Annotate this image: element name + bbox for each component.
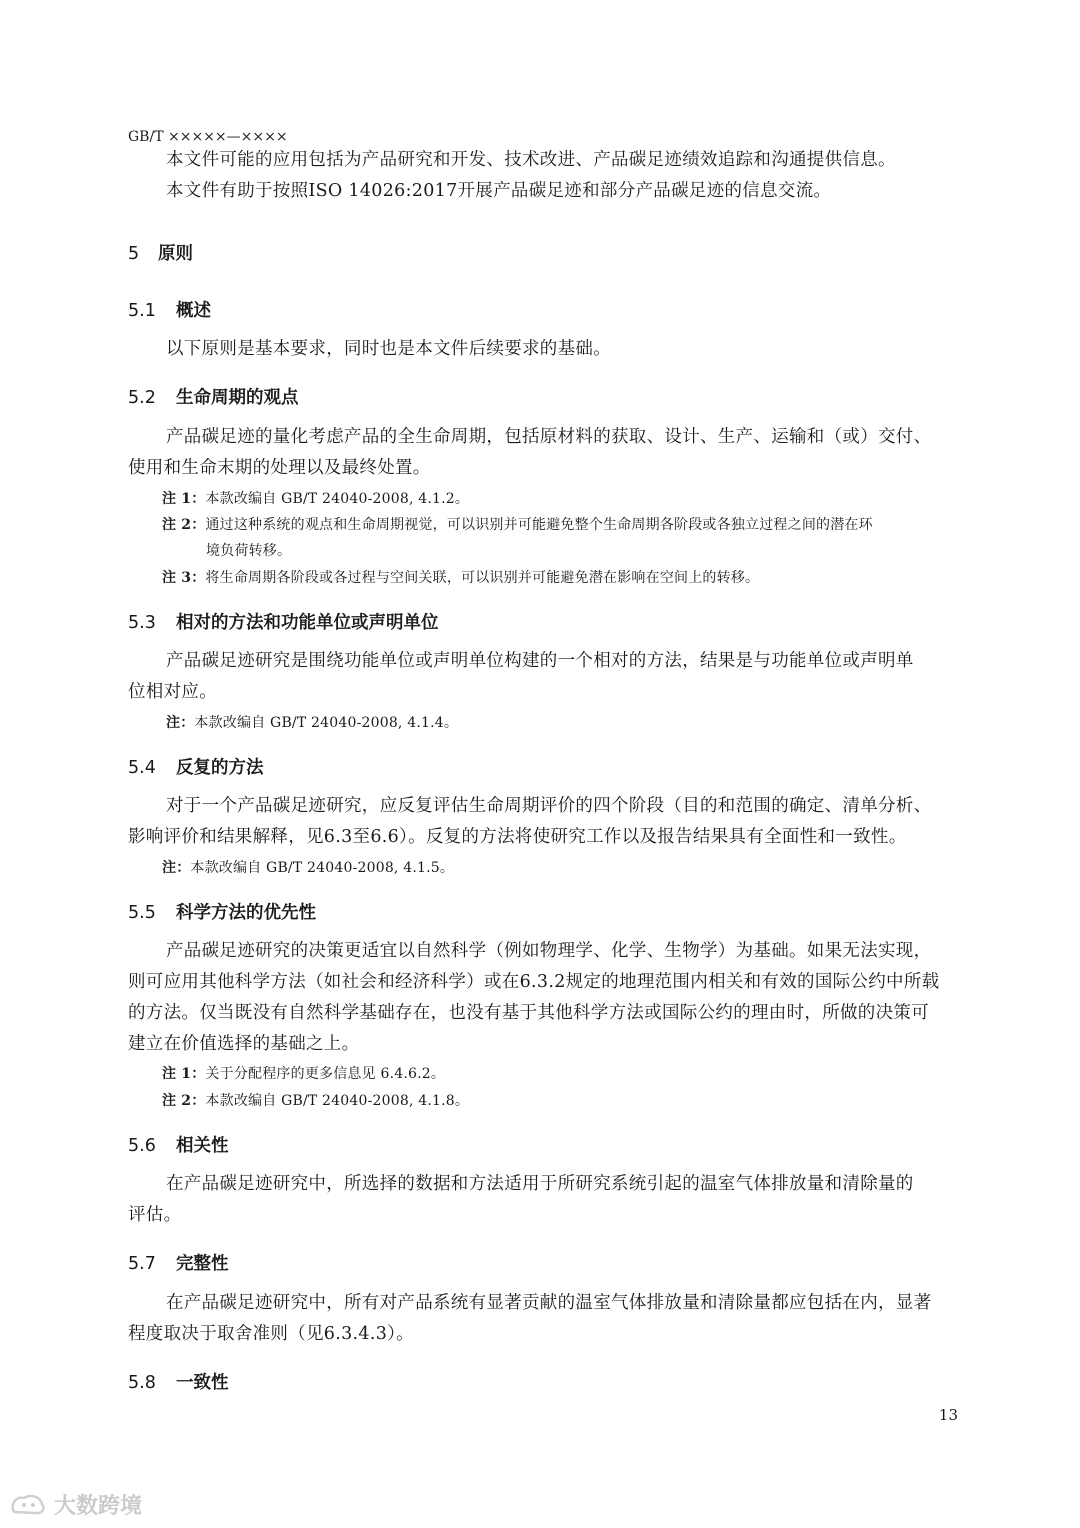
section-title: 相关性 [176, 1136, 229, 1156]
section-number: 5.2 [128, 388, 156, 408]
section-title: 生命周期的观点 [176, 388, 299, 408]
watermark [8, 1489, 142, 1520]
section-5-3-paragraph-line-2: 位相对应。 [128, 682, 217, 702]
section-5-7-paragraph-line-2: 程度取决于取舍准则（见6.3.4.3）。 [128, 1324, 414, 1344]
section-number: 5.5 [128, 903, 156, 923]
section-number: 5.6 [128, 1136, 156, 1156]
section-5-2-note-2-continued: 境负荷转移。 [206, 543, 292, 559]
section-5-4-paragraph-line-2: 影响评价和结果解释，见6.3至6.6）。反复的方法将使研究工作以及报告结果具有全面性和一致性。 [128, 827, 907, 847]
section-5-5-paragraph-line-1: 产品碳足迹研究的决策更适宜以自然科学（例如物理学、化学、生物学）为基础。如果无法实现， [166, 941, 932, 961]
note-label: 注 1： [162, 1066, 206, 1082]
section-5-5-heading [128, 899, 316, 924]
section-5-5-paragraph-line-3: 的方法。仅当既没有自然科学基础存在，也没有基于其他科学方法或国际公约的理由时，所做的决策可 [128, 1003, 929, 1023]
watermark-logo-icon [8, 1492, 48, 1518]
document-code: GB/T ×××××—×××× [128, 129, 288, 145]
section-title: 反复的方法 [176, 758, 264, 778]
section-5-7-paragraph-line-1: 在产品碳足迹研究中，所有对产品系统有显著贡献的温室气体排放量和清除量都应包括在内，显著 [166, 1293, 932, 1313]
section-title: 完整性 [176, 1254, 229, 1274]
section-number: 5.1 [128, 301, 156, 321]
note-label: 注 3： [162, 570, 206, 586]
section-5-5-paragraph-line-2: 则可应用其他科学方法（如社会和经济科学）或在6.3.2规定的地理范围内相关和有效的国际公约中所载 [128, 972, 940, 992]
section-5-2-heading [128, 384, 299, 409]
page-number: 13 [938, 1406, 958, 1424]
note-label: 注： [166, 715, 195, 731]
section-5-heading [128, 240, 193, 265]
section-number: 5.7 [128, 1254, 156, 1274]
section-5-3-heading [128, 609, 439, 634]
section-5-3-paragraph-line-1: 产品碳足迹研究是围绕功能单位或声明单位构建的一个相对的方法，结果是与功能单位或声明单 [166, 651, 914, 671]
section-number: 5.3 [128, 613, 156, 633]
section-5-2-paragraph-line-1: 产品碳足迹的量化考虑产品的全生命周期，包括原材料的获取、设计、生产、运输和（或）交付、 [166, 427, 932, 447]
section-5-6-paragraph-line-1: 在产品碳足迹研究中，所选择的数据和方法适用于所研究系统引起的温室气体排放量和清除量的 [166, 1174, 914, 1194]
note-text: 将生命周期各阶段或各过程与空间关联，可以识别并可能避免潜在影响在空间上的转移。 [205, 570, 760, 586]
section-5-4-heading [128, 754, 264, 779]
note-label: 注 1： [162, 491, 206, 507]
section-5-5-note-2 [162, 1090, 469, 1110]
note-text: 通过这种系统的观点和生命周期视觉，可以识别并可能避免整个生命周期各阶段或各独立过程之间的潜在环 [205, 517, 873, 533]
section-title: 一致性 [176, 1373, 229, 1393]
section-title: 相对的方法和功能单位或声明单位 [176, 613, 439, 633]
section-5-2-paragraph-line-2: 使用和生命末期的处理以及最终处置。 [128, 458, 431, 478]
section-5-2-note-3 [162, 567, 759, 587]
section-5-1-heading [128, 297, 211, 322]
section-5-1-paragraph: 以下原则是基本要求，同时也是本文件后续要求的基础。 [166, 339, 611, 359]
section-5-7-heading [128, 1250, 229, 1275]
intro-paragraph-2: 本文件有助于按照ISO 14026:2017开展产品碳足迹和部分产品碳足迹的信息交流。 [166, 181, 832, 201]
section-5-6-heading [128, 1132, 229, 1157]
note-text: 本款改编自 GB/T 24040-2008, 4.1.2。 [205, 491, 470, 507]
section-5-3-note [166, 712, 458, 732]
watermark-text: 大数跨境 [54, 1494, 143, 1519]
note-text: 本款改编自 GB/T 24040-2008, 4.1.4。 [194, 715, 459, 731]
section-5-5-paragraph-line-4: 建立在价值选择的基础之上。 [128, 1034, 360, 1054]
section-title: 科学方法的优先性 [176, 903, 316, 923]
section-5-4-paragraph-line-1: 对于一个产品碳足迹研究，应反复评估生命周期评价的四个阶段（目的和范围的确定、清单分析、 [166, 796, 932, 816]
section-number: 5.4 [128, 758, 156, 778]
section-title: 原则 [158, 244, 193, 264]
section-5-2-note-2 [162, 514, 873, 534]
note-label: 注： [162, 860, 191, 876]
section-5-6-paragraph-line-2: 评估。 [128, 1205, 182, 1225]
intro-paragraph-1: 本文件可能的应用包括为产品研究和开发、技术改进、产品碳足迹绩效追踪和沟通提供信息。 [166, 150, 896, 170]
note-label: 注 2： [162, 1093, 206, 1109]
note-label: 注 2： [162, 517, 206, 533]
note-text: 本款改编自 GB/T 24040-2008, 4.1.5。 [190, 860, 455, 876]
section-number: 5 [128, 244, 140, 264]
section-number: 5.8 [128, 1373, 156, 1393]
section-title: 概述 [176, 301, 211, 321]
section-5-5-note-1 [162, 1063, 445, 1083]
section-5-4-note [162, 857, 454, 877]
note-text: 本款改编自 GB/T 24040-2008, 4.1.8。 [205, 1093, 470, 1109]
note-text: 关于分配程序的更多信息见 6.4.6.2。 [205, 1066, 446, 1082]
section-5-2-note-1 [162, 488, 469, 508]
section-5-8-heading [128, 1369, 229, 1394]
